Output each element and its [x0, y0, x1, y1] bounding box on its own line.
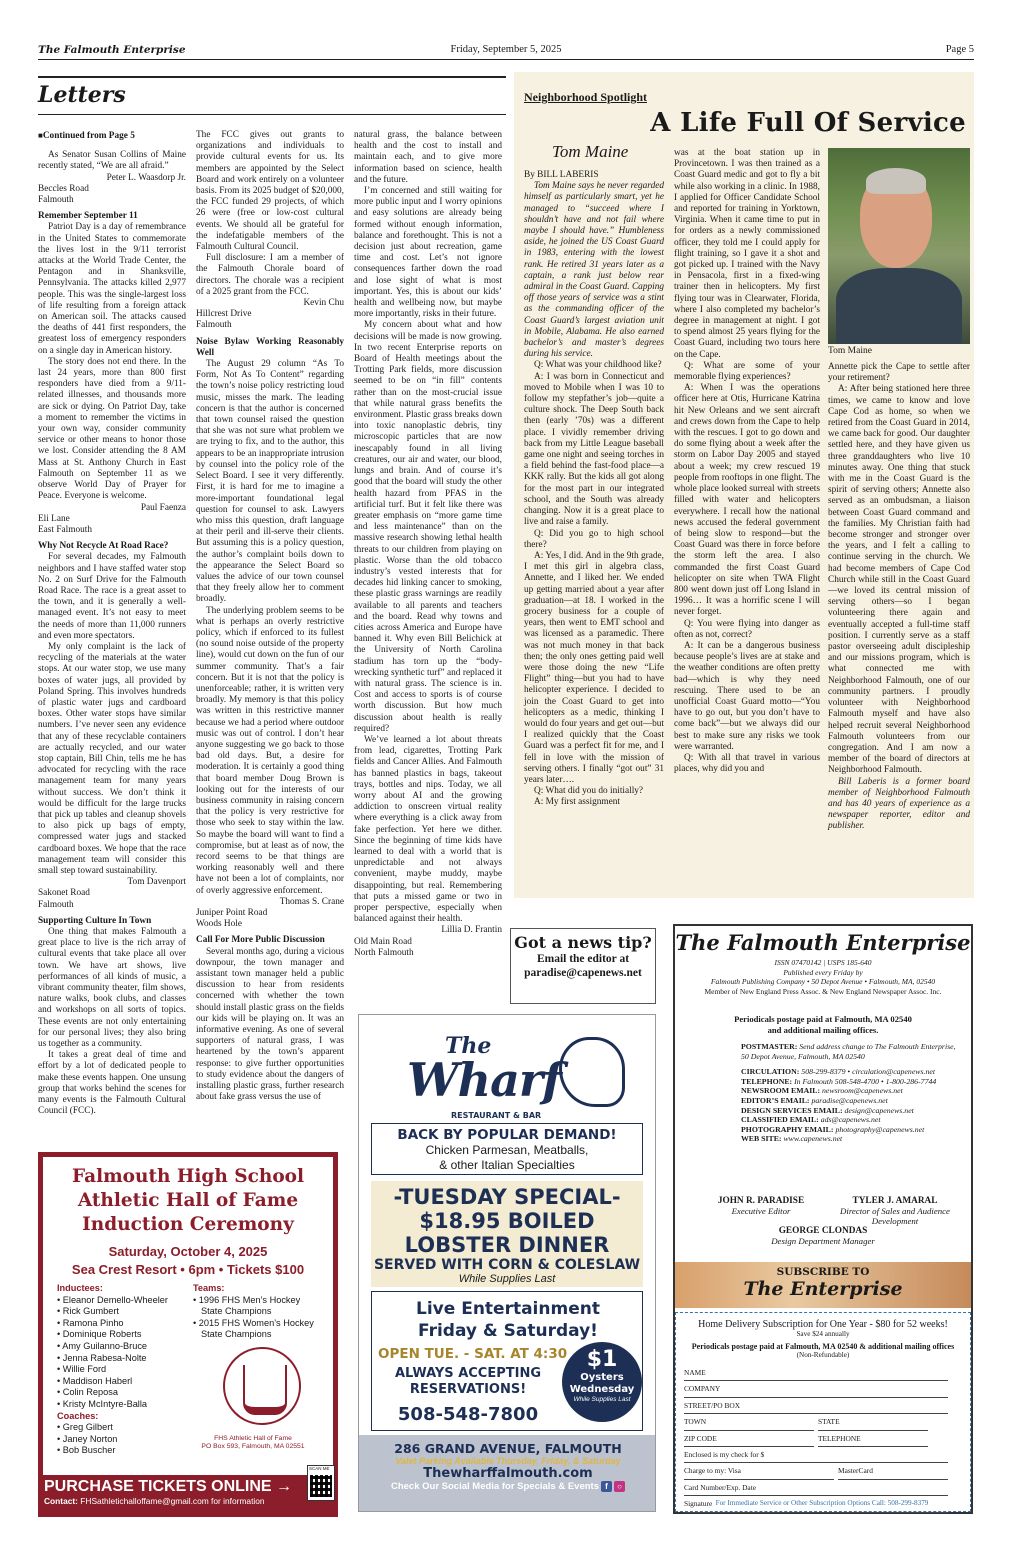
paragraph: Q: What are some of your memorable flying experiences?: [674, 360, 820, 383]
special-line: LOBSTER DINNER: [404, 1233, 610, 1257]
spotlight-column-1: [524, 170, 664, 809]
text-line: natural grass, the balance between health and the cost to install and maintain each, and to give more information based on science, health and the future.: [354, 130, 502, 185]
form-field[interactable]: STREET/PO BOX: [684, 1398, 948, 1414]
oyster-badge: [562, 1342, 642, 1422]
wharf-website[interactable]: Thewharffalmouth.com: [423, 1466, 593, 1481]
contact-line: EDITOR’S EMAIL: paradise@capenews.net: [741, 1095, 888, 1105]
paragraph: Several months ago, during a vicious downpour, the town manager and assistant town manager held a public discussion to hear from residents concerned with whether the town should install plastic grass on the fields our kids will be playing on. It was an informative evening. As one of several supporters of natural grass, I was heartened by the town’s apparent response: to give further opportunities to study evidence about the dangers of installing plastic grass, further research about fake grass versus the use of: [196, 946, 344, 1103]
hall-of-fame-ad: [38, 1152, 338, 1512]
letter-signature: Kevin Chu: [303, 298, 344, 309]
list-item: State Champions: [201, 1329, 272, 1340]
paragraph: A: My first assignment: [534, 797, 620, 808]
special-line: -TUESDAY SPECIAL-: [393, 1185, 621, 1209]
letters-section-head: [38, 76, 506, 108]
contact-line: NEWSROOM EMAIL: newsroom@capenews.net: [741, 1086, 903, 1096]
wharf-logo-sub: RESTAURANT & BAR: [451, 1111, 542, 1120]
letters-column-3: [354, 130, 502, 959]
paragraph: The August 29 column “As To Form, Not As To Content” regarding the town’s noise policy restricting loud music, misses the mark. The leading concern is that the author is concerned that town counsel raised the question that she was not sure what problem we are trying to fix, and to the author, this appears to be an inappropriate intrusion by counsel into the policy role of the Select Board. I see it very differently. First, it is hard for me to imagine a more-important foundational legal question for counsel to ask. Lawyers who miss this question, draft language at their peril and ill-serve their clients. But assuming this is a policy question, the author’s complaint boils down to the appearance the Select Board so values the advice of our town counsel that they freely allow her to comment broadly.: [196, 359, 344, 605]
open-hours: OPEN TUE. - SAT. AT 4:30: [378, 1346, 568, 1362]
text-line: Woods Hole: [196, 919, 242, 930]
paragraph: As Senator Susan Collins of Maine recently stated, “We are all afraid.”: [38, 150, 186, 172]
text-line: Falmouth: [38, 899, 74, 910]
form-field[interactable]: Card Number/Exp. Date: [684, 1480, 948, 1496]
italic-paragraph: Bill Laberis is a former board member of Neighborhood Falmouth and has 40 years of experience as a newspaper reporter, editor and publisher.: [828, 776, 970, 832]
form-heading: Home Delivery Subscription for One Year - $80 for 52 weeks!: [698, 1319, 948, 1330]
list-item: • Jenna Rabesa-Nolte: [57, 1352, 147, 1363]
oyster-day: Wednesday: [569, 1384, 635, 1395]
hof-title: Falmouth High School Athletic Hall of Fame Induction Ceremony: [71, 1166, 305, 1235]
list-item: • Kristy McIntyre-Balla: [57, 1398, 148, 1409]
hof-address: FHS Athletic Hall of Fame PO Box 593, Falmouth, MA 02551: [201, 1435, 305, 1450]
wharf-parking: Valet Parking Available Thursday, Friday, & Saturday: [395, 1456, 621, 1466]
letter-signature: Thomas S. Crane: [279, 896, 344, 907]
enterprise-info-box: The Falmouth Enterprise ISSN 07470142 | USPS 185-640 Published every Friday by Falmouth Publishing Company • 50 Depot Avenue • Falmouth, MA, 02540 Member of New England Press Assoc. & New England Newspaper Assoc. Inc. Periodicals postage paid at Falmouth, MA 02540 and additional mailing offices. POSTMASTER: Send address change to The Falmouth Enterprise, 50 Depot Avenue, Falmouth, MA 02540 CIRCULATION: 508-299-8379 • circulation@capenews.net TELEPHONE: In Falmouth 508-548-4700 • 1-800-286-7744 NEWSROOM EMAIL: newsroom@capenews.net EDITOR’S EMAIL: paradise@capenews.net DESIGN SERVICES EMAIL: design@capenews.net CLASSIFIED EMAIL: ads@capenews.net PHOTOGRAPHY EMAIL: photography@capenews.net WEB SITE: www.capenews.net JOHN R. PARADISE Executive Editor TYLER J. AMARAL Director of Sales and Audience Development GEORGE CLONDAS Design Department Manager SUBSCRIBE TO The Enterprise Home Delivery Subscription for One Year - $80 for 52 weeks! Save $24 annually Periodicals postage paid at Falmouth, MA 02540 & additional mailing offices (Non-Refundable) NAME COMPANY STREET/PO BOX TOWN STATE ZIP CODE TELEPHONE Enclosed is my check for $ Charge to my: Visa MasterCard Card Number/Exp. Date Signature For Immediate Service or Other Subscription Options Call: 508-299-8379: [673, 924, 973, 1514]
letter-signature: Lillia D. Frantin: [441, 925, 502, 936]
form-field[interactable]: TELEPHONE: [818, 1431, 928, 1447]
spotlight-subtitle: Tom Maine: [552, 142, 629, 161]
hof-date-venue: Saturday, October 4, 2025 Sea Crest Resort • 6pm • Tickets $100: [71, 1244, 305, 1277]
form-field[interactable]: MasterCard: [838, 1463, 948, 1479]
subscribe-paper: The Enterprise: [743, 1278, 903, 1300]
form-field[interactable]: COMPANY: [684, 1381, 948, 1397]
contact-line: CIRCULATION: 508-299-8379 • circulation@capenews.net: [741, 1067, 935, 1077]
paragraph: A: It can be a dangerous business because people’s lives are at stake and the weather conditions are often pretty bad—which is why they need rescuing. There used to be an unofficial Coast Guard motto—“You have to go out, but you don’t have to come back”—but we always did our best to make sure any risks we took were warranted.: [674, 640, 820, 752]
paragraph: For several decades, my Falmouth neighbors and I have staffed water stop No. 2 on Surf Drive for the Falmouth Road Race. The race is a great asset to the town, and it is generally a well-managed event. It’s not easy to meet the needs of more than 11,000 runners and even more spectators.: [38, 552, 186, 641]
form-row[interactable]: [684, 1414, 962, 1430]
letter-headline: Call For More Public Discussion: [196, 935, 325, 946]
spotlight-column-3: [828, 362, 970, 833]
subscription-form: [675, 1312, 971, 1512]
form-savings: Save $24 annually: [796, 1330, 850, 1338]
form-field[interactable]: NAME: [684, 1365, 948, 1381]
header-date: Friday, September 5, 2025: [450, 44, 562, 55]
paragraph: One thing that makes Falmouth a great place to live is the rich array of cultural events that take place all over town. We have art shows, live performances of all kinds of music, a vibrant community theater, film shows, nature walks, book clubs, and classes and workshops on all sorts of topics. These events are not only entertaining for our personal lives; they also bring us together as a community.: [38, 927, 186, 1050]
form-field[interactable]: Signature: [684, 1496, 948, 1512]
news-tip-line: Email the editor at: [536, 953, 630, 965]
spotlight-title: A Life Full Of Service: [650, 108, 966, 138]
popular-demand-heading: BACK BY POPULAR DEMAND!: [397, 1127, 617, 1143]
paragraph: Full disclosure: I am a member of the Falmouth Chorale board of directors. The chorale was a recipient of a 2025 grant from the FCC.: [196, 253, 344, 297]
special-sides: SERVED WITH CORN & COLESLAW: [373, 1257, 641, 1273]
photo-caption: Tom Maine: [828, 346, 872, 356]
letters-rule: [38, 114, 506, 115]
text-line: By BILL LABERIS: [524, 170, 599, 180]
paragraph: Q: You were flying into danger as often as not, correct?: [674, 618, 820, 640]
spotlight-column-2: [674, 148, 820, 775]
text-line: Beccles Road: [38, 183, 89, 194]
hof-inductees: Inductees: • Eleanor Demello-Wheeler • Rick Gumbert • Ramona Pinho • Dominique Roberts • Amy Guilanno-Bruce • Jenna Rabesa-Nolte • Willie Ford • Maddison Haberl • Colin Reposa • Kristy McIntyre-Balla Coaches: • Greg Gilbert • Janey Norton • Bob Buscher: [57, 1283, 168, 1456]
periodicals-notice: Periodicals postage paid at Falmouth, MA 02540 and additional mailing offices.: [734, 1014, 912, 1035]
list-item: • Greg Gilbert: [57, 1422, 113, 1433]
wharf-footer: [359, 1435, 656, 1512]
list-item: • Colin Reposa: [57, 1387, 118, 1398]
list-item: • Bob Buscher: [57, 1445, 116, 1456]
text-line: Eli Lane: [38, 513, 70, 524]
oyster-price: $1: [586, 1347, 618, 1372]
header-page-number: Page 5: [945, 44, 974, 55]
paragraph: Q: With all that travel in various places, why did you and: [674, 752, 820, 775]
news-tip-box: [510, 928, 656, 1004]
list-item: • Janey Norton: [57, 1433, 118, 1444]
ship-seal-icon: [223, 1347, 301, 1425]
continued-note: ■ Continued from Page 5: [38, 130, 186, 142]
form-fields: [676, 1365, 970, 1513]
list-item: • Maddison Haberl: [57, 1375, 133, 1386]
portrait-photo: [828, 148, 970, 344]
list-item: • 1996 FHS Men’s Hockey: [193, 1294, 301, 1305]
text-line: East Falmouth: [38, 524, 92, 535]
popular-demand-box: [371, 1123, 643, 1175]
text-line: Old Main Road: [354, 936, 412, 947]
contact-line: WEB SITE: www.capenews.net: [741, 1134, 843, 1144]
paragraph: We’ve learned a lot about threats from lead, cigarettes, Trotting Park fields and Cancer Allies. And Falmouth has banned plastics in bags, takeout trays, bottles and nips. Today, we all worry about AI and the growing addiction to onscreen virtual reality where everything is a click away from fake perfection. Yet here we dither. Since the beginning of time kids have learned to deal with a world that is unpredictable and not always convenient, maybe muddy, maybe disappointing, but real. Remembering that puts a missed game or two in proper perspective, especially when balanced against their health.: [354, 734, 502, 925]
facebook-icon[interactable]: f: [601, 1481, 612, 1492]
oyster-label: Oysters: [580, 1372, 624, 1383]
oyster-note: While Supplies Last: [573, 1396, 631, 1403]
wharf-social: Check Our Social Media for Specials & Events f ○: [359, 1481, 656, 1492]
wharf-logo: [399, 1033, 621, 1127]
hof-contact: Contact: FHSathletichalloffame@gmail.com for information: [44, 1496, 265, 1506]
contact-line: PHOTOGRAPHY EMAIL: photography@capenews.net: [741, 1124, 925, 1134]
paragraph: The story does not end there. In the last 24 years, more than 800 first responders have died from a 9/11-related illnesses, and thousands more are sick or dying. On Patriot Day, take a moment to remember the victims in your own way, consider community service or other means to honor those we lost. Consider attending the 8 AM Mass at St. Anthony Church in East Falmouth on September 11 as we observe World Day of Prayer for Peace. Everyone is welcome.: [38, 356, 186, 502]
form-row[interactable]: [684, 1365, 962, 1381]
tuesday-special-box: [371, 1181, 643, 1287]
form-row[interactable]: [684, 1447, 962, 1463]
text-line: Juniper Point Road: [196, 908, 268, 919]
paragraph: Q: What did you do initially?: [534, 786, 644, 797]
header-paper-name: The Falmouth Enterprise: [38, 44, 186, 56]
wharf-logo-the: The: [445, 1033, 492, 1059]
purchase-tickets-bar[interactable]: [38, 1475, 338, 1517]
wharf-address: 286 GRAND AVENUE, FALMOUTH: [394, 1441, 622, 1456]
paragraph: My only complaint is the lack of recycling of the materials at the water stops. At our water stop, we use many boxes of water jugs, all provided by Poland Spring. This involves hundreds of plastic water jugs and cardboard boxes. Other water stops have similar numbers. I’ve never seen any evidence that any of these recyclable containers are actually recycled, and our water stop captain, Bill Chin, tells me he has advocated for recycling with the race management team for many years without success. We don’t think it would be difficult for the large trucks that pick up tables and cleanup shovels to also pick up bags of empty, compressed water jugs and stacked cardboard boxes. We hope that the race management team will consider this small step toward sustainability.: [38, 641, 186, 876]
form-row[interactable]: [684, 1398, 962, 1414]
form-row[interactable]: [684, 1480, 962, 1496]
list-item: State Champions: [201, 1306, 272, 1317]
paragraph: Q: Did you go to high school there?: [524, 528, 664, 550]
text-line: Sakonet Road: [38, 888, 90, 899]
subscribe-banner[interactable]: [675, 1262, 971, 1308]
form-field[interactable]: Enclosed is my check for $: [684, 1447, 948, 1463]
text-line: North Falmouth: [354, 947, 414, 958]
entertainment-heading: Live Entertainment Friday & Saturday!: [416, 1299, 600, 1341]
text-line: Annette pick the Cape to settle after your retirement?: [828, 362, 970, 384]
text-line: Falmouth: [38, 195, 74, 206]
form-row[interactable]: [684, 1463, 962, 1479]
letters-column-1: [38, 130, 186, 1117]
letter-headline: Remember September 11: [38, 211, 138, 222]
contact-line: TELEPHONE: In Falmouth 508-548-4700 • 1-800-286-7744: [741, 1076, 937, 1086]
letters-title: Letters: [38, 82, 126, 108]
neighborhood-spotlight: [514, 72, 974, 898]
list-item: • Willie Ford: [57, 1364, 107, 1375]
spotlight-label: Neighborhood Spotlight: [524, 90, 648, 104]
list-item: • 2015 FHS Women’s Hockey: [193, 1317, 314, 1328]
page-header: [38, 44, 974, 60]
enterprise-masthead: The Falmouth Enterprise: [675, 930, 971, 955]
news-tip-title: Got a news tip?: [514, 933, 652, 952]
paragraph: A: When I was the operations officer here at Otis, Hurricane Katrina hit New Orleans and we sent aircraft and crews down from the Cape to help with the rescues. I got to go down and do some flying about a week after the storm on Labor Day 2005 and stayed about a week; my crew rescued 19 people from rooftops in one flight. The whole place looked surreal with streets filled with water and helicopters everywhere. I recall how the national news accused the federal government of being slow to respond—but the Coast Guard was there in force before the storm left the area. I also commanded the first Coast Guard helicopter on site when TWA Flight 800 went down just off Long Island in 1996… It was a horrific scene I will never forget.: [674, 383, 820, 618]
paragraph: Q: What was your childhood like?: [534, 360, 662, 371]
letters-column-2: [196, 130, 344, 1103]
list-item: • Eleanor Demello-Wheeler: [57, 1294, 168, 1305]
paragraph: A: Yes, I did. And in the 9th grade, I met this girl in algebra class, Annette, and I liked her. We ended up getting married about a year after graduation—at 18. I worked in the grocery business for a couple of years, then went to EMT school and was licensed as a paramedic. There was not much money in that back then; the only ones getting paid well were those doing the new “Life Flight” thing—but you had to have helicopter experience. I decided to join the Coast Guard to get into helicopters as a medic, thinking I would do four years and get out—but I realized quickly that the Coast Guard was a perfect fit for me, and I fell in love with the mission of serving others. I finally “got out” 31 years later….: [524, 550, 664, 785]
text-line: Hillcrest Drive: [196, 309, 252, 320]
form-field[interactable]: TOWN: [684, 1414, 814, 1430]
entertainment-box: [371, 1291, 643, 1431]
paragraph: The underlying problem seems to be what is perhaps an overly restrictive policy, which if enforced to its fullest (no sound noise outside of the property line), would cut down on the fun of our summer community. That’s a fair concern. But it is not that the policy is unenforceable; rather, it is written very broadly. My memory is that this policy was written in this restrictive manner because we had a period where outdoor music was out of control. I don’t hear anyone suggesting we go back to those bad old days. But, a desire for moderation. It is certainly a good thing that board member Doug Brown is looking out for the interests of our business community in raising concern that the policy is very restrictive for those who seek to stay within the law. So maybe the board will want to find a compromise, but at least as of now, the record seems to be that things are working reasonably well and there have not been a lot of complaints, nor of overly aggressive enforcement.: [196, 605, 344, 896]
letter-signature: Tom Davenport: [127, 877, 186, 888]
paragraph: It takes a great deal of time and effort by a lot of dedicated people to make these events happen. One unsung group that works behind the scenes for many events is the Falmouth Cultural Council (FCC).: [38, 1050, 186, 1117]
contact-line: DESIGN SERVICES EMAIL: design@capenews.net: [741, 1105, 914, 1115]
list-item: • Rick Gumbert: [57, 1306, 119, 1317]
form-field[interactable]: STATE: [818, 1414, 928, 1430]
enterprise-contacts: POSTMASTER: Send address change to The Falmouth Enterprise, 50 Depot Avenue, Falmouth, MA 02540 CIRCULATION: 508-299-8379 • circulation@capenews.net TELEPHONE: In Falmouth 508-548-4700 • 1-800-286-7744 NEWSROOM EMAIL: newsroom@capenews.net EDITOR’S EMAIL: paradise@capenews.net DESIGN SERVICES EMAIL: design@capenews.net CLASSIFIED EMAIL: ads@capenews.net PHOTOGRAPHY EMAIL: photography@capenews.net WEB SITE: www.capenews.net: [741, 1042, 965, 1144]
popular-item: & other Italian Specialties: [439, 1158, 575, 1172]
purchase-tickets-link[interactable]: PURCHASE TICKETS ONLINE →: [44, 1478, 293, 1495]
list-item: • Ramona Pinho: [57, 1317, 124, 1328]
list-item: • Dominique Roberts: [57, 1329, 142, 1340]
fish-icon: [559, 1037, 625, 1107]
italic-paragraph: Tom Maine says he never regarded himself as particularly smart, yet he managed to “succeed where I shouldn’t have and not fail where maybe I should have.” Humbleness aside, he joined the US Coast Guard in 1983, entering with the lowest rank. He retired 31 years later as a captain, a rank just below rear admiral in the Coast Guard. Capping off those years of service was a stint as the commanding officer of the Coast Guard’s largest aviation unit in Mobile, Alabama. He also earned bachelor’s and master’s degrees during his service.: [524, 181, 664, 360]
form-periodicals: Periodicals postage paid at Falmouth, MA 02540 & additional mailing offices: [691, 1342, 955, 1351]
text-line: The FCC gives out grants to organizations and individuals to provide cultural events for us. Its members are appointed by the Select Board and work entirely on a volunteer basis. From its 2025 budget of $20,000, the FCC funded 29 projects, of which 26 were (free or low-cost cultural events. We should all be grateful for the indefatigable members of the Falmouth Cultural Council.: [196, 130, 344, 253]
letter-headline: Why Not Recycle At Road Race?: [38, 541, 169, 552]
subscribe-label: SUBSCRIBE TO: [776, 1266, 870, 1278]
letter-signature: Peter L. Waasdorp Jr.: [106, 172, 186, 183]
form-nonrefundable: (Non-Refundable): [796, 1351, 850, 1359]
text-line: Falmouth: [196, 320, 232, 331]
special-line: $18.95 BOILED: [419, 1209, 595, 1233]
list-item: • Amy Guilanno-Bruce: [57, 1340, 148, 1351]
letter-headline: Noise Bylaw Working Reasonably Well: [196, 336, 344, 358]
contact-line: CLASSIFIED EMAIL: ads@capenews.net: [741, 1115, 881, 1125]
wharf-logo-name: Wharf: [407, 1053, 561, 1107]
form-footer: For Immediate Service or Other Subscription Options Call: 508-299-8379: [715, 1499, 929, 1507]
paragraph: A: I was born in Connecticut and moved to Mobile when I was 10 to follow my stepfather’s job—quite a culture shock. The Deep South back then (early ’70s) was a different place. I vividly remember driving back from my Little League baseball game one night and seeing torches in a field behind the fast-food place—a KKK rally. But the kids all got along for the most part in our integrated school, and the South was already changing. Now it is a great place to live and raise a family.: [524, 371, 664, 528]
letter-headline: Supporting Culture In Town: [38, 915, 152, 926]
hof-teams: Teams: • 1996 FHS Men’s Hockey State Champions • 2015 FHS Women’s Hockey State Champions: [193, 1283, 314, 1340]
phone-number[interactable]: 508-548-7800: [397, 1404, 539, 1425]
news-tip-email[interactable]: paradise@capenews.net: [524, 967, 642, 979]
form-row[interactable]: [684, 1381, 962, 1397]
form-row[interactable]: [684, 1431, 962, 1447]
paragraph: My concern about what and how decisions will be made is now growing. In two recent Enterprise reports on Board of Health meetings about the Trotting Park fields, more discussion seemed to be on “in fill” contents rather than on the most-crucial issue that while natural grass benefits the environment. Plastic grass breaks down into toxic nanoplastic debris, tiny microscopic particles that are now inescapably found in all living creatures, our air and water, our blood, lungs and brain. And of course it’s good that the board will study the other health hazard from PFAS in the artificial turf. But it felt like there was greater emphasis on “more game time and less maintenance” than on the massive research showing lethal health threats to our children from playing on plastic. Worse than the old tobacco industry’s vested interests that for decades hid linking cancer to smoking, these plastic grass warnings are readily available to all parents and teachers and the board. Read why towns and cities across America and Europe have banned it. Why even Bill Belichick at the University of North Carolina stadium has torn up the “body-wrecking synthetic turf” and replaced it with natural grass. The science is in. Cost and access to sports is of course worth discussion. But how much discussion about health is really required?: [354, 320, 502, 734]
letter-signature: Paul Faenza: [140, 502, 186, 513]
paragraph: A: After being stationed here three times, we came to know and love Cape Cod as home, so when we retired from the Coast Guard in 2014, we came back for good. Our daughter settled here, and they have given us three granddaughters who live 10 minutes away. One thing that stuck with me in the Coast Guard is the spirit of serving others; Annette also served as an ombudsman, a liaison between Coast Guard command and the families. My Christian faith had become stronger and stronger over the years, and I felt a calling to continue serving in the church. We had become members of Cape Cod Church while still in the Coast Guard—we loved its central mission of serving others—so I began volunteering there again and eventually accepted a full-time staff position. I currently serve as a staff pastor overseeing adult discipleship and our missions program, which is what connected me with Neighborhood Falmouth, one of our community partners. I proudly volunteer with Neighborhood Falmouth myself and have also helped recruit several Neighborhood Falmouth volunteers from our congregation. And I am now a member of the board of directors at Neighborhood Falmouth.: [828, 384, 970, 776]
paragraph: Patriot Day is a day of remembrance in the United States to commemorate the lives lost in the 9/11 terrorist attacks at the World Trade Center, the Pentagon and in Shanksville, Pennsylvania. The attacks killed 2,977 people. This was the single-largest loss of life resulting from a foreign attack on American soil. The attacks caused the deaths of 441 first responders, the greatest loss of emergency responders on a single day in American history.: [38, 222, 186, 356]
enterprise-publication-info: ISSN 07470142 | USPS 185-640 Published every Friday by Falmouth Publishing Company • 50 Depot Avenue • Falmouth, MA, 02540 Member of New England Press Assoc. & New England Newspaper Assoc. Inc.: [704, 958, 942, 996]
qr-code-icon[interactable]: SCAN ME: [307, 1465, 335, 1501]
form-field[interactable]: ZIP CODE: [684, 1431, 814, 1447]
instagram-icon[interactable]: ○: [614, 1481, 625, 1492]
text-line: was at the boat station up in Provincetown. I was then trained as a Coast Guard medic and got to fly a bit while also working in a clinic. In 1988, I applied for Officer Candidate School and reported for training in Yorktown, Virginia. When it came time to put in for orders as a newly commissioned officer, they told me I could apply for flight training, so I gave it a shot and got picked up. I trained with the Navy in Pensacola, first in a fixed-wing trainer then in helicopters. My first flying tour was in Clearwater, Florida, where I also completed my bachelor’s degree in management at night. I got to spend almost 25 years flying for the Coast Guard, including two tours here on the Cape.: [674, 148, 820, 360]
form-field[interactable]: Charge to my: Visa: [684, 1463, 834, 1479]
paragraph: I’m concerned and still waiting for more public input and I worry opinions and easy solutions are already being formed without enough information, balance and forethought. This is not a decision just about recreation, game time and cost. Let’s not ignore consequences farther down the road and lose sight of what is most important. Yes, this is about our kids’ health and wellbeing now, but maybe more importantly, risks in their future.: [354, 186, 502, 320]
enterprise-staff-3: GEORGE CLONDAS Design Department Manager: [771, 1226, 875, 1246]
wharf-ad[interactable]: [358, 1014, 656, 1512]
reservations: ALWAYS ACCEPTING RESERVATIONS!: [394, 1366, 541, 1397]
popular-item: Chicken Parmesan, Meatballs,: [425, 1143, 589, 1157]
special-note: While Supplies Last: [458, 1273, 556, 1285]
